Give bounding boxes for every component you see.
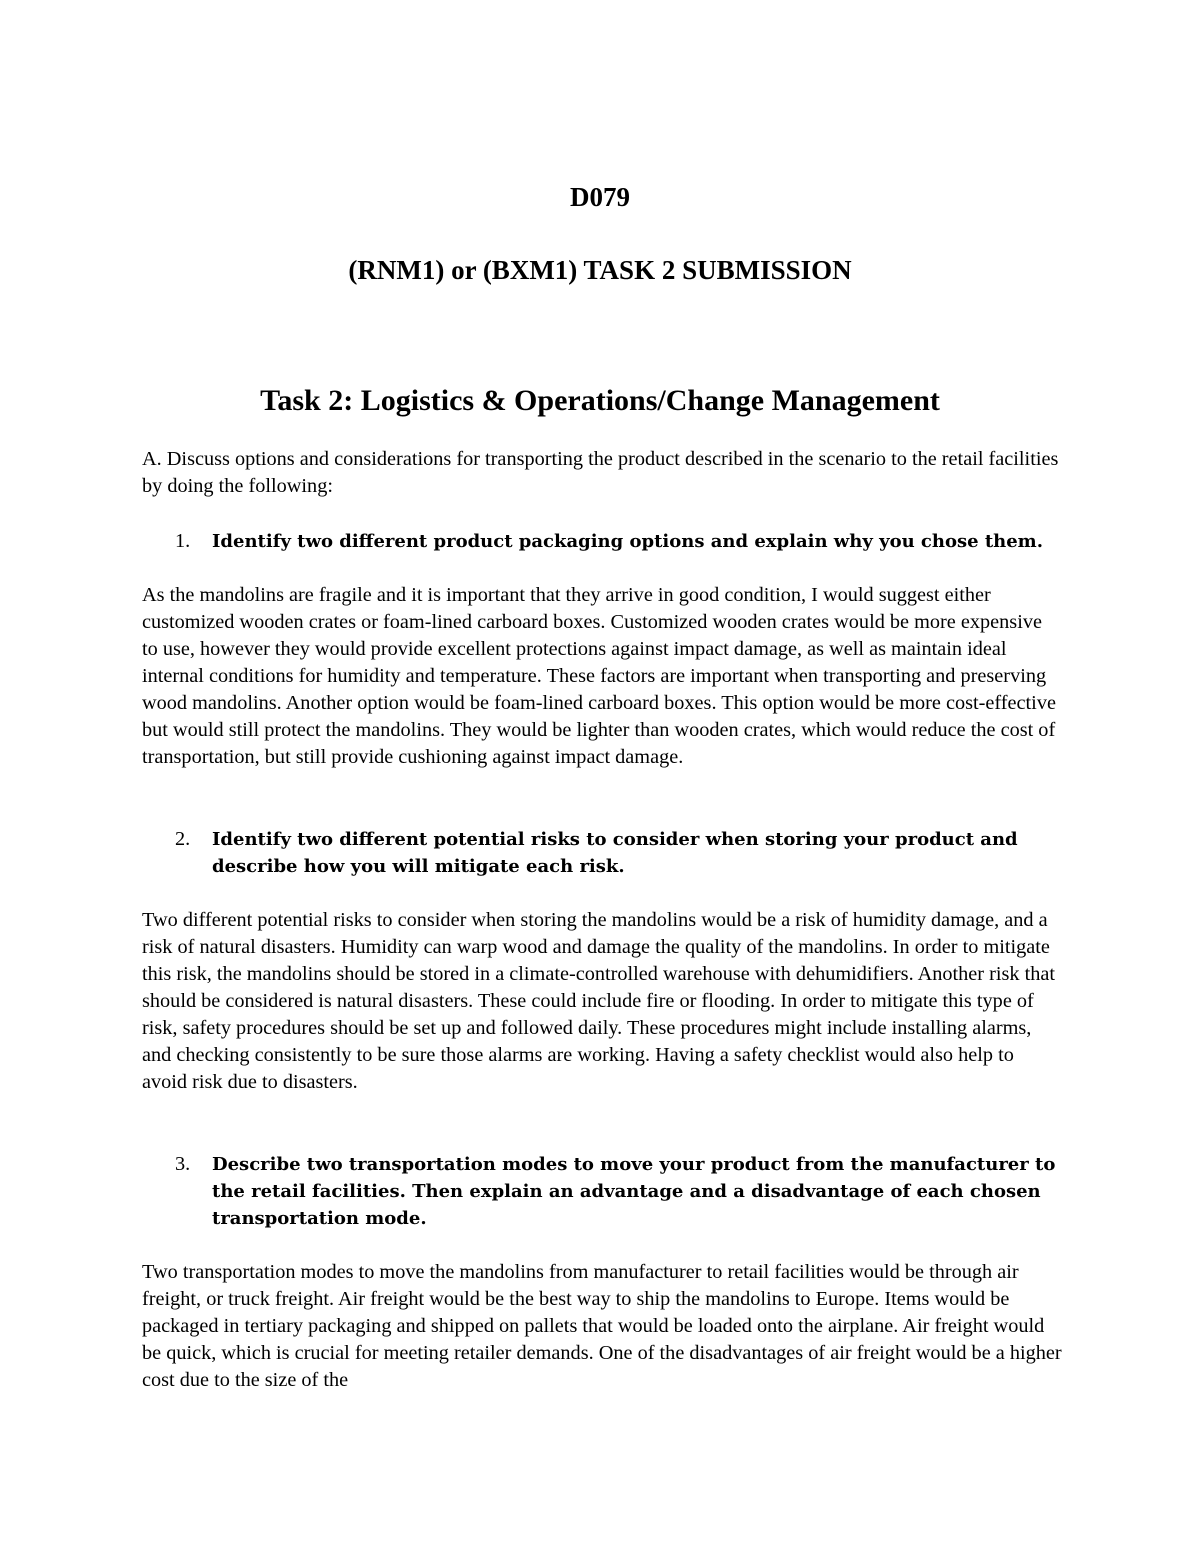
answer-3: Two transportation modes to move the mandolins from manufacturer to retail facilities would be through air freight, or truck freight. Air freight would be the best way to ship the mandolins to Europe. Items would be packaged in tertiary packaging and shipped on pallets that would be loaded onto the airplane. Air freight would be quick, which is crucial for meeting retailer demands. One of the disadvantages of air freight would be a higher cost due to the size of the	[142, 1261, 1062, 1391]
intro-paragraph: A. Discuss options and considerations for transporting the product described in the scenario to the retail facilities by doing the following:	[142, 448, 1059, 497]
task-heading: Task 2: Logistics & Operations/Change Management	[260, 384, 940, 417]
document-subtitle: (RNM1) or (BXM1) TASK 2 SUBMISSION	[348, 255, 852, 285]
question-1	[142, 528, 1062, 555]
answer-2: Two different potential risks to consider when storing the mandolins would be a risk of humidity damage, and a risk of natural disasters. Humidity can warp wood and damage the quality of the mandolins. In order to mitigate this risk, the mandolins should be stored in a climate-controlled warehouse with dehumidifiers. Another risk that should be considered is natural disasters. These could include fire or flooding. In order to mitigate this type of risk, safety procedures should be set up and followed daily. These procedures might include installing alarms, and checking consistently to be sure those alarms are working. Having a safety checklist would also help to avoid risk due to disasters.	[142, 909, 1056, 1093]
answer-1: As the mandolins are fragile and it is important that they arrive in good condition, I would suggest either customized wooden crates or foam-lined carboard boxes. Customized wooden crates would be more expensive to use, however they would provide excellent protections against impact damage, as well as maintain ideal internal conditions for humidity and temperature. These factors are important when transporting and preserving wood mandolins. Another option would be foam-lined carboard boxes. This option would be more cost-effective but would still protect the mandolins. They would be lighter than wooden crates, which would reduce the cost of transportation, but still provide cushioning against impact damage.	[142, 584, 1056, 768]
question-number: 3.	[175, 1153, 191, 1175]
question-prompt: Identify two different potential risks to consider when storing your product and describe how you will mitigate each risk.	[212, 829, 1018, 877]
question-3	[142, 1151, 1062, 1232]
question-number: 2.	[175, 828, 191, 850]
question-prompt: Describe two transportation modes to move your product from the manufacturer to the retail facilities. Then explain an advantage and a disadvantage of each chosen transportation mode.	[212, 1154, 1056, 1229]
question-prompt: Identify two different product packaging options and explain why you chose them.	[212, 531, 1043, 552]
question-number: 1.	[175, 530, 191, 552]
document-code: D079	[570, 182, 630, 212]
question-2	[142, 826, 1062, 880]
